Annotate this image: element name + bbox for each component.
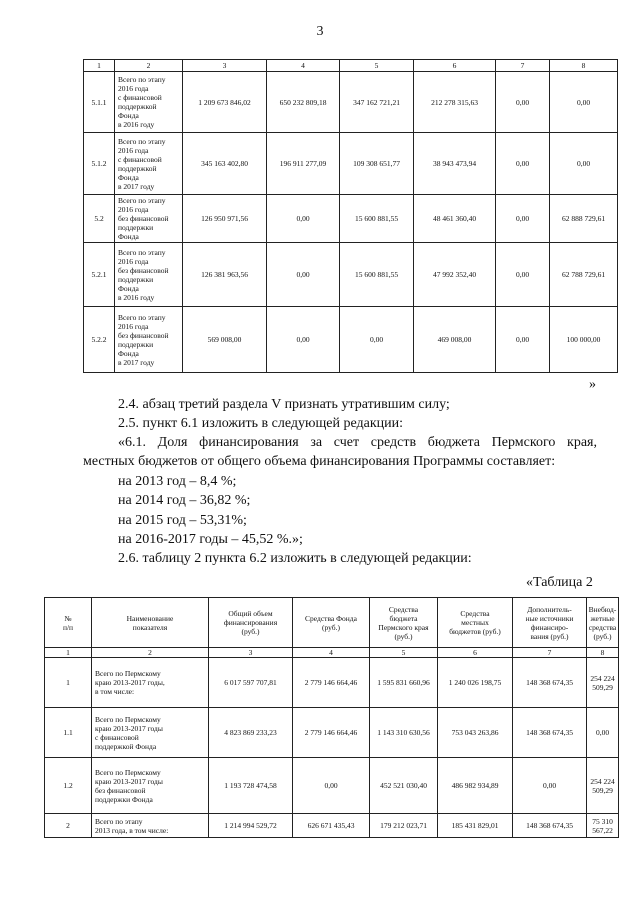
table-row xyxy=(84,195,618,243)
funding-table-2 xyxy=(44,597,619,838)
column-number: 6 xyxy=(414,60,496,72)
paragraph-2-5: 2.5. пункт 6.1 изложить в следующей редакции: xyxy=(118,416,403,431)
cell-total: 1 214 994 529,72 xyxy=(209,814,293,838)
row-number: 5.1.1 xyxy=(84,72,115,133)
column-number: 7 xyxy=(513,648,587,658)
cell-additional: 0,00 xyxy=(496,72,550,133)
row-description: Всего по этапу 2016 года с финансовой поддержкой Фонда в 2017 году xyxy=(115,133,183,195)
column-number: 3 xyxy=(209,648,293,658)
table-row xyxy=(45,814,619,838)
column-number: 6 xyxy=(438,648,513,658)
cell-additional: 0,00 xyxy=(496,195,550,243)
cell-fund: 0,00 xyxy=(267,307,340,373)
row-description: Всего по этапу 2013 года, в том числе: xyxy=(92,814,209,838)
cell-regional: 1 595 831 660,96 xyxy=(370,658,438,708)
column-number: 3 xyxy=(183,60,267,72)
share-2016-2017: на 2016-2017 годы – 45,52 %.»; xyxy=(118,532,303,547)
row-number: 5.2.1 xyxy=(84,243,115,307)
table-caption: «Таблица 2 xyxy=(526,575,593,590)
cell-regional: 452 521 030,40 xyxy=(370,758,438,814)
cell-local: 212 278 315,63 xyxy=(414,72,496,133)
column-number: 8 xyxy=(550,60,618,72)
paragraph-6-1-line1: «6.1. Доля финансирования за счет средств бюджета Пермского края, xyxy=(118,435,597,450)
funding-table-continued xyxy=(83,59,618,373)
cell-regional: 179 212 023,71 xyxy=(370,814,438,838)
cell-additional: 0,00 xyxy=(496,133,550,195)
table-row xyxy=(84,133,618,195)
cell-fund: 0,00 xyxy=(267,195,340,243)
row-number: 2 xyxy=(45,814,92,838)
cell-extrabudget: 62 788 729,61 xyxy=(550,243,618,307)
cell-extrabudget: 100 000,00 xyxy=(550,307,618,373)
header-cell-total: Общий объем финансирования (руб.) xyxy=(209,598,293,648)
row-description: Всего по этапу 2016 года без финансовой поддержки Фонда в 2017 году xyxy=(115,307,183,373)
cell-total: 569 008,00 xyxy=(183,307,267,373)
row-description: Всего по этапу 2016 года без финансовой поддержки Фонда в 2016 году xyxy=(115,243,183,307)
paragraph-2-4: 2.4. абзац третий раздела V признать утратившим силу; xyxy=(118,397,450,412)
cell-local: 185 431 829,01 xyxy=(438,814,513,838)
row-number: 1 xyxy=(45,658,92,708)
cell-total: 126 381 963,56 xyxy=(183,243,267,307)
column-number-row xyxy=(84,60,618,72)
header-cell-number: № п/п xyxy=(45,598,92,648)
table-row xyxy=(45,658,619,708)
row-number: 5.2 xyxy=(84,195,115,243)
cell-total: 345 163 402,80 xyxy=(183,133,267,195)
column-number: 4 xyxy=(267,60,340,72)
table-row xyxy=(45,758,619,814)
cell-additional: 148 368 674,35 xyxy=(513,658,587,708)
cell-regional: 1 143 310 630,56 xyxy=(370,708,438,758)
cell-additional: 0,00 xyxy=(513,758,587,814)
share-2015: на 2015 год – 53,31%; xyxy=(118,513,247,528)
row-number: 1.2 xyxy=(45,758,92,814)
cell-total: 4 823 869 233,23 xyxy=(209,708,293,758)
cell-regional: 109 308 651,77 xyxy=(340,133,414,195)
share-2014: на 2014 год – 36,82 %; xyxy=(118,493,251,508)
header-cell-additional: Дополнитель- ные источники финансиро- вания (руб.) xyxy=(513,598,587,648)
cell-extrabudget: 254 224 509,29 xyxy=(587,758,619,814)
cell-fund: 0,00 xyxy=(293,758,370,814)
cell-fund: 196 911 277,09 xyxy=(267,133,340,195)
column-number: 2 xyxy=(115,60,183,72)
cell-additional: 148 368 674,35 xyxy=(513,708,587,758)
cell-fund: 626 671 435,43 xyxy=(293,814,370,838)
column-number: 1 xyxy=(84,60,115,72)
cell-additional: 0,00 xyxy=(496,307,550,373)
cell-local: 1 240 026 198,75 xyxy=(438,658,513,708)
cell-total: 1 193 728 474,58 xyxy=(209,758,293,814)
page-number: 3 xyxy=(316,24,324,39)
table-row xyxy=(84,72,618,133)
cell-regional: 0,00 xyxy=(340,307,414,373)
cell-local: 753 043 263,86 xyxy=(438,708,513,758)
cell-extrabudget: 0,00 xyxy=(550,72,618,133)
header-row xyxy=(45,598,619,648)
row-description: Всего по Пермскому краю 2013-2017 годы без финансовой поддержки Фонда xyxy=(92,758,209,814)
paragraph-6-1-line2: местных бюджетов от общего объема финансирования Программы составляет: xyxy=(83,454,556,469)
cell-total: 1 209 673 846,02 xyxy=(183,72,267,133)
cell-regional: 15 600 881,55 xyxy=(340,195,414,243)
column-number: 8 xyxy=(587,648,619,658)
table-row xyxy=(84,307,618,373)
cell-extrabudget: 254 224 509,29 xyxy=(587,658,619,708)
row-description: Всего по Пермскому краю 2013-2017 годы с финансовой поддержкой Фонда xyxy=(92,708,209,758)
cell-local: 38 943 473,94 xyxy=(414,133,496,195)
cell-extrabudget: 62 888 729,61 xyxy=(550,195,618,243)
column-number: 5 xyxy=(370,648,438,658)
column-number-row xyxy=(45,648,619,658)
row-description: Всего по этапу 2016 года с финансовой поддержкой Фонда в 2016 году xyxy=(115,72,183,133)
column-number: 7 xyxy=(496,60,550,72)
cell-extrabudget: 75 310 567,22 xyxy=(587,814,619,838)
cell-fund: 650 232 809,18 xyxy=(267,72,340,133)
cell-extrabudget: 0,00 xyxy=(587,708,619,758)
row-number: 5.2.2 xyxy=(84,307,115,373)
cell-fund: 0,00 xyxy=(267,243,340,307)
row-number: 1.1 xyxy=(45,708,92,758)
cell-regional: 347 162 721,21 xyxy=(340,72,414,133)
cell-extrabudget: 0,00 xyxy=(550,133,618,195)
row-description: Всего по Пермскому краю 2013-2017 годы, в том числе: xyxy=(92,658,209,708)
table-row xyxy=(84,243,618,307)
row-number: 5.1.2 xyxy=(84,133,115,195)
row-description: Всего по этапу 2016 года без финансовой поддержки Фонда xyxy=(115,195,183,243)
paragraph-2-6: 2.6. таблицу 2 пункта 6.2 изложить в следующей редакции: xyxy=(118,551,472,566)
column-number: 4 xyxy=(293,648,370,658)
cell-local: 469 008,00 xyxy=(414,307,496,373)
header-cell-regional: Средства бюджета Пермского края (руб.) xyxy=(370,598,438,648)
cell-total: 6 017 597 707,81 xyxy=(209,658,293,708)
header-cell-fund: Средства Фонда (руб.) xyxy=(293,598,370,648)
header-cell-local: Средства местных бюджетов (руб.) xyxy=(438,598,513,648)
column-number: 5 xyxy=(340,60,414,72)
cell-local: 48 461 360,40 xyxy=(414,195,496,243)
cell-regional: 15 600 881,55 xyxy=(340,243,414,307)
header-cell-indicator: Наименование показателя xyxy=(92,598,209,648)
cell-total: 126 950 971,56 xyxy=(183,195,267,243)
table-row xyxy=(45,708,619,758)
cell-fund: 2 779 146 664,46 xyxy=(293,658,370,708)
cell-fund: 2 779 146 664,46 xyxy=(293,708,370,758)
cell-local: 47 992 352,40 xyxy=(414,243,496,307)
share-2013: на 2013 год – 8,4 %; xyxy=(118,474,237,489)
column-number: 2 xyxy=(92,648,209,658)
cell-additional: 0,00 xyxy=(496,243,550,307)
cell-additional: 148 368 674,35 xyxy=(513,814,587,838)
cell-local: 486 982 934,89 xyxy=(438,758,513,814)
closing-quote: » xyxy=(589,377,596,392)
column-number: 1 xyxy=(45,648,92,658)
header-cell-extrabudget: Внебюд- жетные средства (руб.) xyxy=(587,598,619,648)
